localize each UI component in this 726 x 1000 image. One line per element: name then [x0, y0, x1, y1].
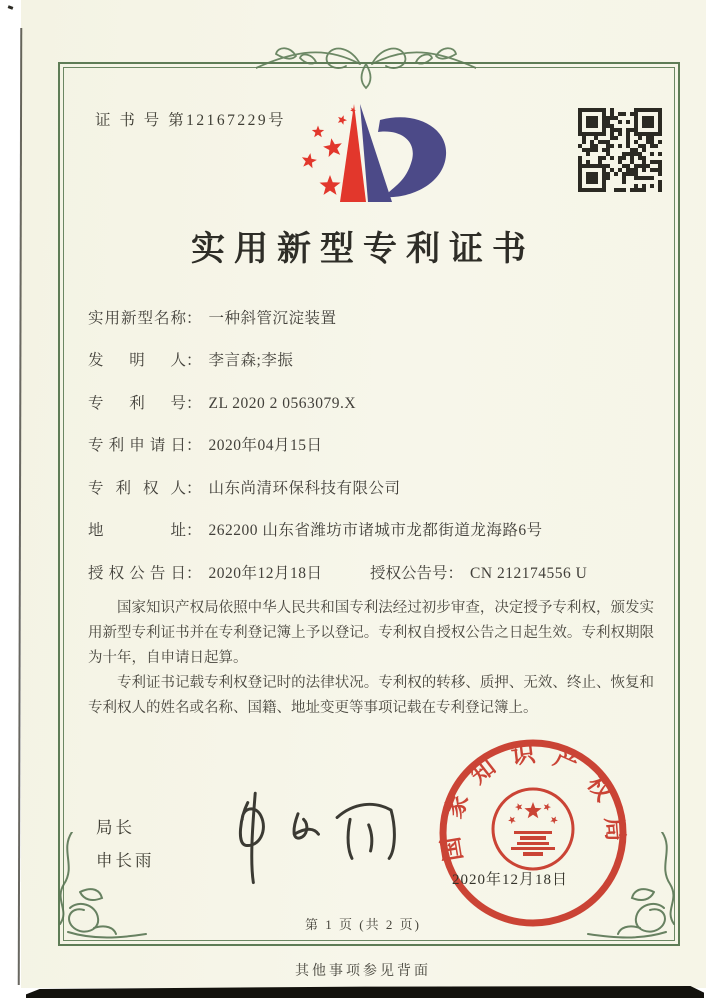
signature-image [218, 782, 418, 897]
field-label: 授权公告号 [370, 565, 448, 582]
field-value: 2020年12月18日 [208, 565, 323, 582]
field-value: 2020年04月15日 [208, 437, 323, 454]
signer-block [96, 820, 155, 869]
grant-number-group [370, 561, 587, 583]
star-icon [508, 817, 516, 825]
star-icon [323, 138, 342, 157]
field-label: 专利号 [88, 395, 186, 412]
field-value: 一种斜管沉淀装置 [208, 310, 337, 327]
colon: ： [447, 565, 464, 582]
cnipa-logo [292, 98, 467, 208]
colon: ： [186, 395, 202, 412]
field-value: ZL 2020 2 0563079.X [208, 395, 357, 412]
logo-blue-bowl [378, 117, 446, 197]
colon: ： [186, 310, 202, 327]
field-value: 262200 山东省潍坊市诸城市龙都街道龙海路6号 [208, 522, 543, 539]
legal-text [88, 596, 654, 721]
legal-paragraph-2: 专利证书记载专利权登记时的法律状况。专利权的转移、质押、无效、终止、恢复和专利权人的姓名或名称、国籍、地址变更等事项记载在专利登记簿上。 [88, 674, 654, 716]
seal-circular-text: 国家知识产权局 [438, 741, 628, 863]
field-row-name [88, 306, 663, 328]
field-value: 山东尚清环保科技有限公司 [208, 480, 401, 497]
signer-name: 申长雨 [96, 850, 155, 870]
colon: ： [186, 565, 202, 582]
field-label: 实用新型名称 [88, 310, 186, 327]
field-row-grant [88, 561, 663, 583]
star-icon [544, 803, 551, 811]
certificate-number: 证 书 号 第12167229号 [95, 112, 287, 129]
field-row-filing-date [88, 433, 663, 455]
star-icon [550, 817, 558, 825]
star-icon [524, 802, 541, 818]
scan-speck [8, 5, 14, 10]
qr-code [578, 108, 662, 192]
field-row-patentee [88, 476, 663, 498]
legal-paragraph-1: 国家知识产权局依照中华人民共和国专利法经过初步审查，决定授予专利权，颁发实用新型专利证书并在专利登记簿上予以登记。专利权自授权公告之日起生效。专利权期限为十年，自申请日起算。 [88, 600, 654, 666]
star-icon [302, 153, 317, 168]
colon: ： [186, 480, 202, 497]
star-icon [320, 175, 341, 195]
back-side-note: 其他事项参见背面 [295, 964, 431, 979]
field-value: 李言森;李振 [208, 352, 294, 369]
field-label: 专利申请日 [88, 437, 186, 454]
field-row-address [88, 518, 663, 540]
official-seal [433, 733, 633, 933]
colon: ： [186, 352, 202, 369]
colon: ： [186, 437, 202, 454]
field-label: 专利权人 [88, 480, 186, 497]
field-label: 地址 [88, 522, 186, 539]
cnipa-logo-p-mark [340, 104, 446, 202]
star-icon [350, 108, 356, 114]
signer-title: 局长 [96, 818, 135, 837]
seal-national-emblem [493, 789, 573, 869]
field-value: CN 212174556 U [470, 565, 588, 582]
field-row-inventor [88, 348, 663, 370]
seal-date: 2020年12月18日 [452, 872, 569, 888]
star-icon [515, 803, 522, 811]
field-label: 授权公告日 [88, 565, 186, 582]
field-label: 发明人 [88, 352, 186, 369]
page-number: 第 1 页 (共 2 页) [305, 917, 421, 932]
colon: ： [186, 522, 202, 539]
top-flourish-ornament [256, 34, 476, 92]
star-icon [312, 126, 324, 138]
star-icon [338, 115, 347, 125]
field-row-patent-number [88, 391, 663, 413]
certificate-title: 实用新型专利证书 [191, 231, 535, 268]
